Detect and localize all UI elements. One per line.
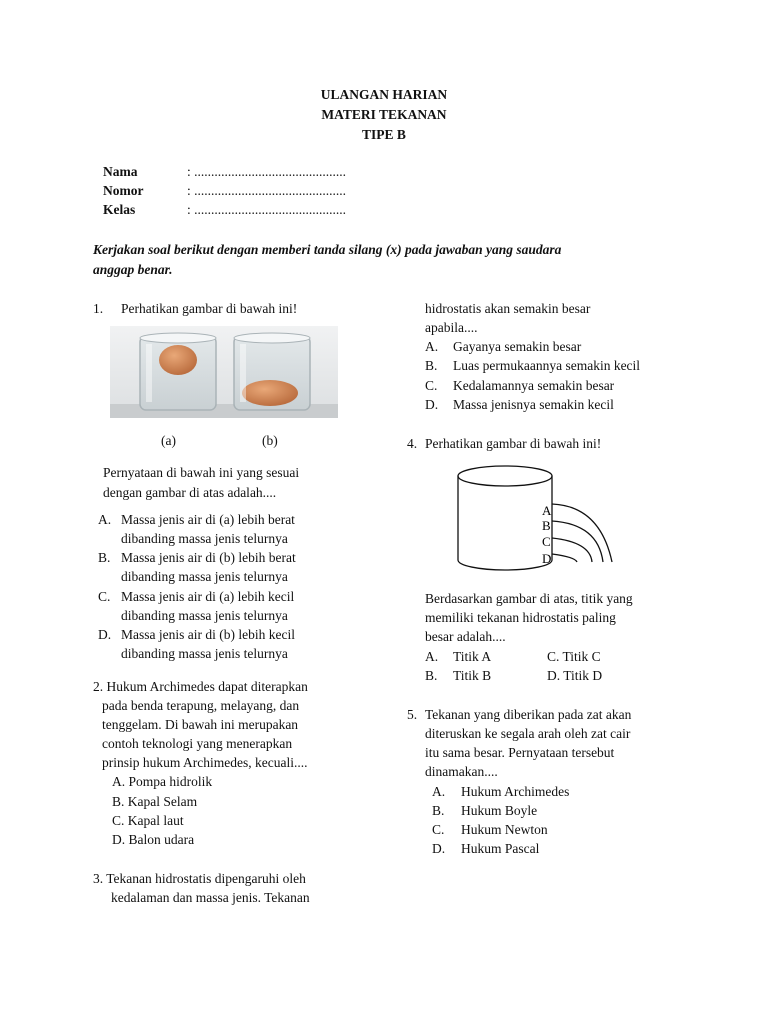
q1-option-a-line-1: Massa jenis air di (a) lebih berat — [121, 512, 295, 527]
q5-option-a[interactable] — [432, 782, 570, 801]
q5-number: 5. — [407, 707, 418, 722]
q4-option-a-letter: A. — [425, 649, 439, 664]
q4-option-b-text: Titik B — [453, 668, 492, 683]
q5-option-d[interactable] — [432, 839, 540, 858]
q1-option-a-letter: A. — [98, 512, 112, 527]
exam-title: ULANGAN HARIAN — [320, 87, 448, 102]
number-field[interactable] — [103, 183, 346, 199]
q3-option-b-text: Luas permukaannya semakin kecil — [453, 358, 641, 373]
q1-stem-1: Pernyataan di bawah ini yang sesuai — [103, 465, 300, 480]
q1-option-a[interactable] — [98, 510, 295, 546]
q1-option-d-line-2: dibanding massa jenis telurnya — [121, 646, 288, 661]
q5-option-a-letter: A. — [432, 784, 446, 799]
q3-option-b[interactable] — [425, 356, 641, 375]
q3-option-a[interactable] — [425, 337, 582, 356]
q5-option-d-text: Hukum Pascal — [461, 841, 540, 856]
q1-option-b-letter: B. — [98, 550, 111, 565]
q1-label-a: (a) — [161, 433, 176, 448]
q3-line-4: apabila.... — [425, 320, 478, 335]
q1-option-d-letter: D. — [98, 627, 112, 642]
instructions-line-1: Kerjakan soal berikut dengan memberi tanda silang (x) pada jawaban yang saudara — [93, 242, 562, 257]
point-label-c: C — [542, 534, 551, 549]
container-diagram — [450, 462, 640, 582]
q5-line-3: itu sama besar. Pernyataan tersebut — [425, 745, 615, 760]
q5-option-c[interactable] — [432, 820, 548, 839]
point-label-a: A — [542, 503, 552, 518]
q3-option-d-text: Massa jenisnya semakin kecil — [453, 397, 614, 412]
q5-line-1: Tekanan yang diberikan pada zat akan — [425, 707, 632, 722]
q1-option-c-letter: C. — [98, 589, 111, 604]
q3-option-d-letter: D. — [425, 397, 439, 412]
q1-option-d-line-1: Massa jenis air di (b) lebih kecil — [121, 627, 295, 642]
point-label-d: D — [542, 551, 552, 566]
q4-option-c[interactable]: C. Titik C — [547, 649, 601, 664]
q2-line-2: pada benda terapung, melayang, dan — [102, 698, 300, 713]
q1-prompt: Perhatikan gambar di bawah ini! — [121, 301, 298, 316]
q5-option-a-text: Hukum Archimedes — [461, 784, 570, 799]
q3-line-2: kedalaman dan massa jenis. Tekanan — [111, 890, 310, 905]
q2-option-c[interactable]: C. Kapal laut — [112, 813, 184, 828]
q4-stem-1: Berdasarkan gambar di atas, titik yang — [425, 591, 633, 606]
q4-option-b[interactable] — [425, 666, 492, 685]
q4-option-b-letter: B. — [425, 668, 438, 683]
q2-line-3: tenggelam. Di bawah ini merupakan — [102, 717, 299, 732]
q5-option-b[interactable] — [432, 801, 538, 820]
number-blank[interactable]: : ............................................. — [187, 183, 347, 198]
q3-option-a-text: Gayanya semakin besar — [453, 339, 582, 354]
q2-option-d[interactable]: D. Balon udara — [112, 832, 195, 847]
q2-option-b[interactable]: B. Kapal Selam — [112, 794, 198, 809]
exam-subject: MATERI TEKANAN — [321, 107, 447, 122]
q4-option-a[interactable] — [425, 647, 492, 666]
q4-option-d[interactable]: D. Titik D — [547, 668, 603, 683]
q5-option-b-letter: B. — [432, 803, 445, 818]
q4-stem-2: memiliki tekanan hidrostatis paling — [425, 610, 616, 625]
q5-line-4: dinamakan.... — [425, 764, 498, 779]
q3-option-d[interactable] — [425, 395, 614, 414]
instructions-line-2: anggap benar. — [93, 262, 173, 277]
glass-b — [234, 333, 310, 410]
q1-option-a-line-2: dibanding massa jenis telurnya — [121, 531, 288, 546]
q1-label-b: (b) — [262, 433, 278, 448]
q5-option-c-text: Hukum Newton — [461, 822, 548, 837]
name-field[interactable] — [103, 164, 346, 180]
q1-option-d[interactable] — [98, 625, 295, 661]
q1-option-b[interactable] — [98, 548, 296, 584]
q2-line-4: contoh teknologi yang menerapkan — [102, 736, 293, 751]
number-label: Nomor — [103, 183, 144, 198]
q3-option-c[interactable] — [425, 376, 615, 395]
class-blank[interactable]: : ............................................. — [187, 202, 347, 217]
q4-stem-3: besar adalah.... — [425, 629, 506, 644]
name-blank[interactable]: : ............................................. — [187, 164, 347, 179]
q4-prompt: Perhatikan gambar di bawah ini! — [425, 436, 602, 451]
q4-number: 4. — [407, 436, 418, 451]
name-label: Nama — [103, 164, 138, 179]
q1-stem-2: dengan gambar di atas adalah.... — [103, 485, 277, 500]
q5-option-d-letter: D. — [432, 841, 446, 856]
q5-option-b-text: Hukum Boyle — [461, 803, 538, 818]
egg-glasses-photo — [110, 326, 338, 418]
q4-option-a-text: Titik A — [453, 649, 492, 664]
q2-line-1: 2. Hukum Archimedes dapat diterapkan — [93, 679, 308, 694]
q3-line-3: hidrostatis akan semakin besar — [425, 301, 591, 316]
q2-line-5: prinsip hukum Archimedes, kecuali.... — [102, 755, 308, 770]
q1-option-b-line-2: dibanding massa jenis telurnya — [121, 569, 288, 584]
q5-option-c-letter: C. — [432, 822, 445, 837]
q3-option-b-letter: B. — [425, 358, 438, 373]
glass-a — [140, 333, 216, 410]
q1-number: 1. — [93, 301, 104, 316]
point-label-b: B — [542, 518, 551, 533]
q1-option-c-line-1: Massa jenis air di (a) lebih kecil — [121, 589, 295, 604]
q3-option-c-text: Kedalamannya semakin besar — [453, 378, 615, 393]
q3-line-1: 3. Tekanan hidrostatis dipengaruhi oleh — [93, 871, 306, 886]
exam-type: TIPE B — [362, 127, 406, 142]
q1-option-b-line-1: Massa jenis air di (b) lebih berat — [121, 550, 296, 565]
q3-option-a-letter: A. — [425, 339, 439, 354]
class-field[interactable] — [103, 202, 346, 218]
q5-line-2: diteruskan ke segala arah oleh zat cair — [425, 726, 631, 741]
q1-option-c[interactable] — [98, 587, 295, 623]
q3-option-c-letter: C. — [425, 378, 438, 393]
q2-option-a[interactable]: A. Pompa hidrolik — [112, 774, 213, 789]
class-label: Kelas — [103, 202, 136, 217]
q1-option-c-line-2: dibanding massa jenis telurnya — [121, 608, 288, 623]
egg-glasses-illustration — [110, 326, 338, 418]
